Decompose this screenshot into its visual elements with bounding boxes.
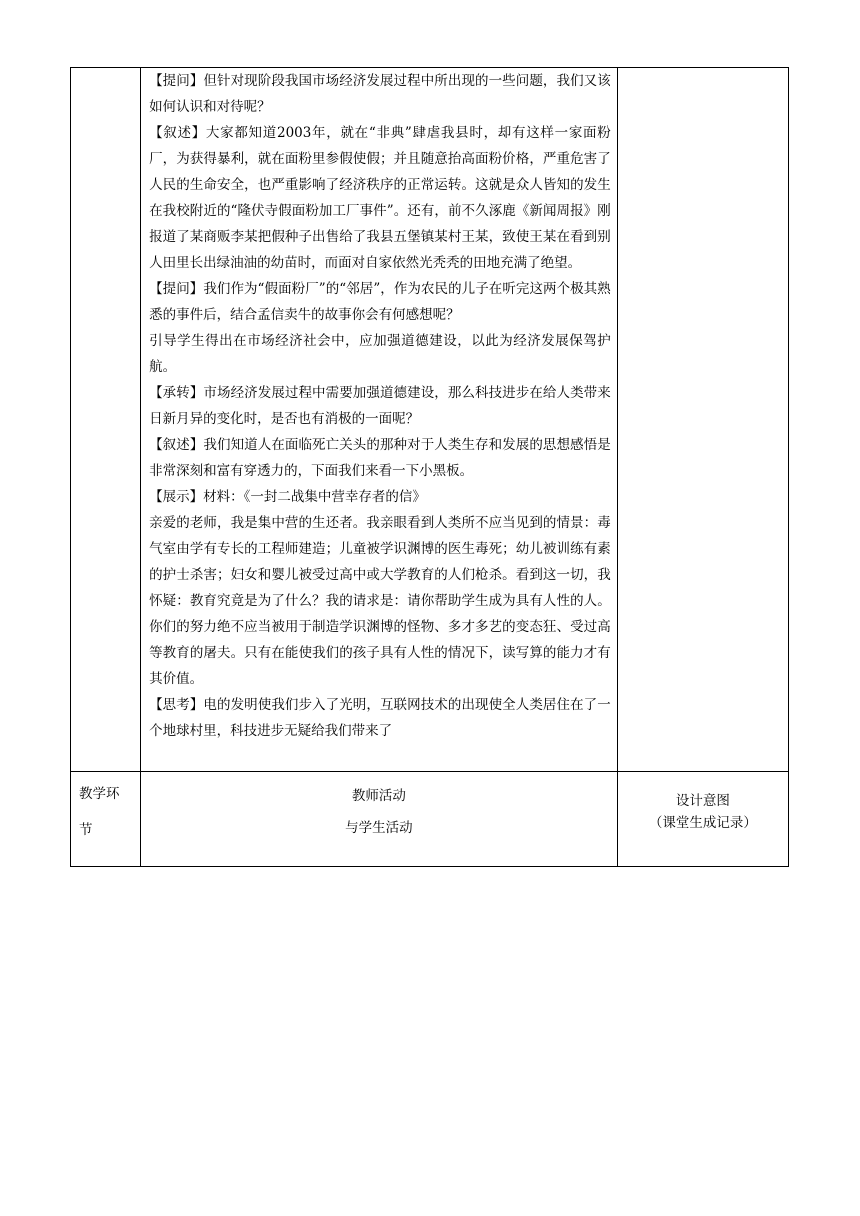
activity-label-line2: 与学生活动 [345, 820, 413, 836]
paragraph-reflection: 【思考】电的发明使我们步入了光明，互联网技术的出现使全人类居住在了一个地球村里，科技进步无疑给我们带来了 [149, 697, 611, 739]
paragraph-letter: 亲爱的老师，我是集中营的生还者。我亲眼看到人类所不应当见到的情景：毒气室由学有专长的工程师建造；儿童被学识渊博的医生毒死；幼儿被训练有素的护士杀害；妇女和婴儿被受过高中或大学教育的人们枪杀。看到这一切，我怀疑：教育究竟是为了什么？我的请求是：请你帮助学生成为具有人性的人。你们的努力绝不应当被用于制造学识渊博的怪物、多才多艺的变态狂、受过高等教育的屠夫。只有在能使我们的孩子具有人性的情况下，读写算的能力才有其价值。 [149, 515, 611, 687]
teaching-stage-header [71, 772, 141, 867]
header-row [71, 772, 789, 867]
stage-cell-empty [71, 68, 141, 772]
teaching-stage-label-line1: 教学环 [79, 786, 120, 802]
activity-header [141, 772, 618, 867]
activity-content-cell [141, 68, 618, 772]
lesson-plan-table [70, 67, 789, 867]
paragraph-question-1: 【提问】但针对现阶段我国市场经济发展过程中所出现的一些问题，我们又该如何认识和对待呢？ [149, 73, 611, 115]
teaching-stage-label-line2: 节 [79, 822, 93, 838]
paragraph-transition: 【承转】市场经济发展过程中需要加强道德建设，那么科技进步在给人类带来日新月异的变化时，是否也有消极的一面呢？ [149, 385, 611, 427]
design-intent-label-line2: （课堂生成记录） [648, 815, 757, 831]
paragraph-display: 【展示】材料：《一封二战集中营幸存者的信》 [149, 489, 426, 505]
intent-cell-empty [617, 68, 788, 772]
paragraph-question-2: 【提问】我们作为“假面粉厂”的“邻居”，作为农民的儿子在听完这两个极其熟悉的事件后，结合孟信卖牛的故事你会有何感想呢？ [149, 281, 611, 323]
design-intent-label-line1: 设计意图 [675, 793, 730, 809]
activity-label-line1: 教师活动 [351, 788, 406, 804]
content-row [71, 68, 789, 772]
design-intent-header [617, 772, 788, 867]
paragraph-narration-1: 【叙述】大家都知道2003年，就在“非典”肆虐我县时，却有这样一家面粉厂，为获得暴利，就在面粉里参假使假；并且随意抬高面粉价格，严重危害了人民的生命安全，也严重影响了经济秩序的正常运转。这就是众人皆知的发生在我校附近的“隆伏寺假面粉加工厂事件”。还有，前不久涿鹿《新闻周报》刚报道了某商贩李某把假种子出售给了我县五堡镇某村王某，致使王某在看到别人田里长出绿油油的幼苗时，而面对自家依然光秃秃的田地充满了绝望。 [149, 125, 611, 271]
paragraph-guidance: 引导学生得出在市场经济社会中，应加强道德建设，以此为经济发展保驾护航。 [149, 333, 611, 375]
paragraph-narration-2: 【叙述】我们知道人在面临死亡关头的那种对于人类生存和发展的思想感悟是非常深刻和富有穿透力的，下面我们来看一下小黑板。 [149, 437, 611, 479]
